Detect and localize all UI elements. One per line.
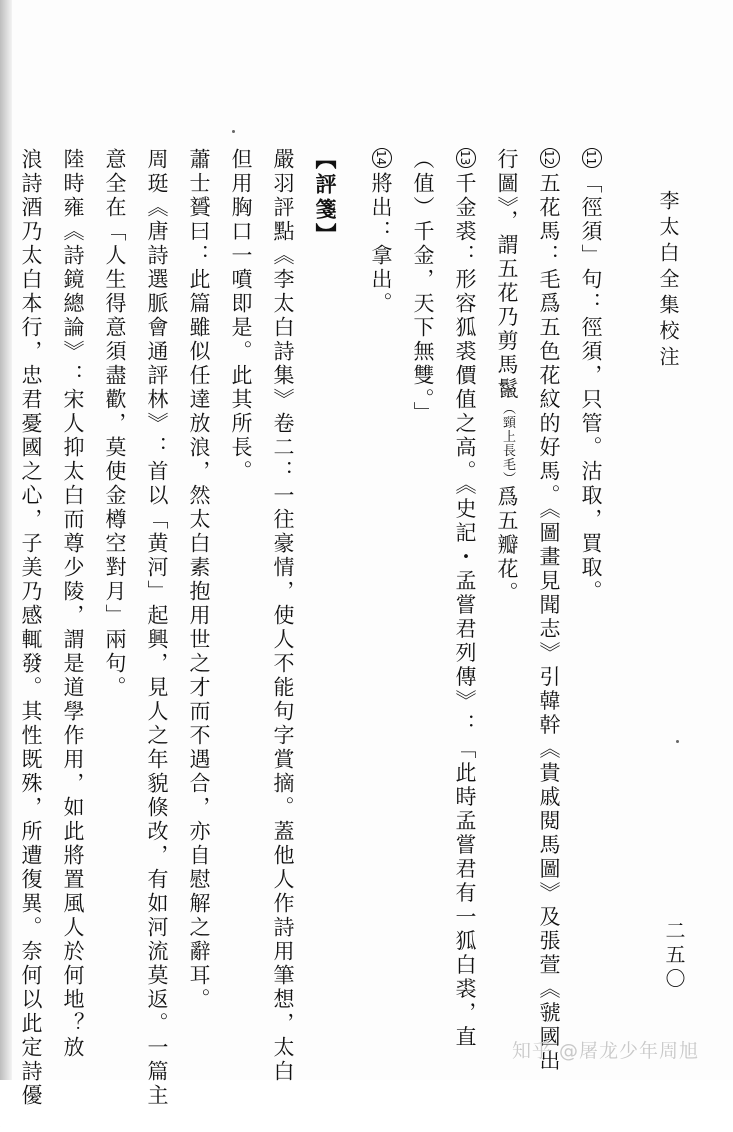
note-head: 五花馬 [537, 172, 561, 244]
commentary-line: 嚴羽評點《李太白詩集》卷二：一往豪情，使人不能句字賞摘。蓋他人作詩用筆想，太白 [271, 148, 295, 1084]
section-title: 【評箋】 [313, 148, 338, 248]
note-number: 14 [372, 148, 392, 168]
running-head: 李太白全集校注 [656, 190, 680, 372]
note-13-continued [402, 148, 444, 998]
commentary-4-continued-2 [0, 148, 10, 998]
note-body: 毛爲五色花紋的好馬。《圖畫見聞志》引韓幹《貴戚閱馬圖》及張萱《虢國出 [537, 268, 561, 1074]
commentary-4-continued [10, 148, 52, 1108]
note-number: 11 [582, 148, 602, 168]
commentary-line: 蕭士贇曰：此篇雖似任達放浪，然太白素抱用世之才而不遇合，亦自慰解之辭耳。 [187, 148, 211, 1012]
note-13 [444, 148, 486, 1050]
note-body: 爲五瓣花。 [495, 485, 519, 606]
commentary-line: 浪詩酒乃太白本行，忠君憂國之心，子美乃感輒發。其性既殊，所遭復異。奈何以此定詩優 [19, 148, 43, 1108]
commentary-line: 陸時雍《詩鏡總論》：宋人抑太白而尊少陵，謂是道學作用，如此將置風人於何地？放 [61, 148, 85, 1060]
note-12 [528, 148, 570, 1074]
spacer [346, 148, 360, 998]
commentary-line: 但用胸口一噴即是。此其所長。 [229, 148, 253, 484]
note-number: 13 [456, 148, 476, 168]
note-sep: ： [537, 244, 561, 268]
commentary-3-continued [94, 148, 136, 998]
note-11 [570, 148, 612, 998]
note-14 [360, 148, 402, 998]
watermark: 知乎 @屠龙少年周旭 [512, 1040, 700, 1062]
note-body: 形容狐裘價值之高。《史記・孟嘗君列傳》：「此時孟嘗君有一狐白裘，直 [453, 268, 477, 1050]
section-title-row [304, 148, 346, 998]
print-speck [232, 130, 235, 133]
note-sep: ： [453, 244, 477, 268]
note-number: 12 [540, 148, 560, 168]
note-sep: ： [579, 292, 603, 316]
commentary-1 [262, 148, 304, 1084]
note-body: 徑須，只管。沽取，買取。 [579, 316, 603, 604]
print-speck [676, 740, 679, 743]
page-number: 二五〇 [662, 920, 686, 992]
note-body: 拿出。 [369, 244, 393, 316]
commentary-4 [52, 148, 94, 1060]
note-body: （值）千金，天下無雙。」 [411, 148, 435, 426]
commentary-2 [178, 148, 220, 1012]
commentary-line: 意全在「人生得意須盡歡，莫使金樽空對月」兩句。 [103, 148, 127, 700]
commentary-3 [136, 148, 178, 1108]
note-head: 將出 [369, 172, 393, 220]
commentary-line: 周珽《唐詩選脈會通評林》：首以「黄河」起興，見人之年貌倏改，有如河流莫返。一篇主 [145, 148, 169, 1108]
commentary-1-continued [220, 148, 262, 998]
note-body: 行圖》，謂五花乃剪馬鬣 [495, 148, 519, 402]
note-small-gloss: （頸上長毛） [500, 401, 515, 486]
note-head: 千金裘 [453, 172, 477, 244]
commentary-line [0, 148, 1, 1132]
note-head: 「徑須」句 [579, 172, 603, 292]
note-12-continued [486, 148, 528, 998]
note-sep: ： [369, 220, 393, 244]
